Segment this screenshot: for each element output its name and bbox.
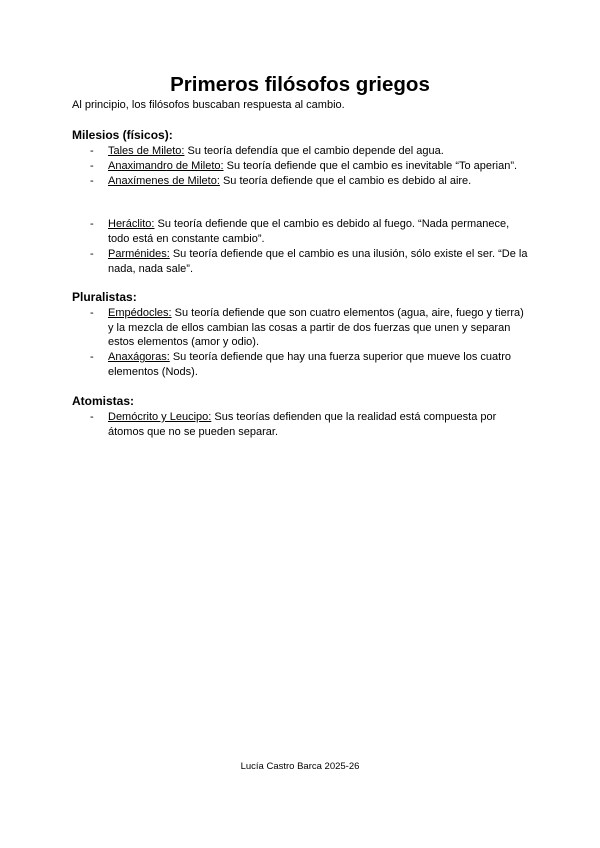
list-bullet: - xyxy=(90,218,94,230)
theory-text: Sus teorías defienden que la realidad está compuesta por átomos que no se pueden separar. xyxy=(108,411,497,438)
philosopher-name: Heráclito: xyxy=(108,218,155,230)
philosopher-name: Tales de Mileto: xyxy=(108,145,185,157)
philosopher-name: Anaxímenes de Mileto: xyxy=(108,175,220,187)
philosopher-name: Empédocles: xyxy=(108,307,172,319)
list-item-heraclito xyxy=(90,217,530,246)
theory-text: Su teoría defendía que el cambio depende del agua. xyxy=(184,145,444,157)
section-heading-milesios: Milesios (físicos): xyxy=(72,128,173,142)
list-item-democrito xyxy=(90,410,530,439)
list-item-anaximandro xyxy=(90,159,530,174)
section-heading-pluralistas: Pluralistas: xyxy=(72,290,137,304)
philosopher-name: Anaximandro de Mileto: xyxy=(108,160,224,172)
theory-text: Su teoría defiende que el cambio es debido al aire. xyxy=(219,175,472,187)
section-heading-atomistas: Atomistas: xyxy=(72,394,135,408)
list-bullet: - xyxy=(90,248,94,260)
theory-text: Su teoría defiende que el cambio es inevitable “To aperian”. xyxy=(223,160,518,172)
philosopher-name: Parménides: xyxy=(108,248,170,260)
list-bullet: - xyxy=(90,175,94,187)
list-bullet: - xyxy=(90,351,94,363)
theory-text: Su teoría defiende que el cambio es debido al fuego. “Nada permanece, todo está en constante cambio”. xyxy=(108,218,510,245)
footer-author: Lucía Castro Barca 2025-26 xyxy=(240,761,360,772)
theory-text: Su teoría defiende que hay una fuerza superior que mueve los cuatro elementos (Nods). xyxy=(108,351,511,378)
list-bullet: - xyxy=(90,307,94,319)
list-item-anaximenes xyxy=(90,174,530,189)
list-bullet: - xyxy=(90,411,94,423)
intro-text: Al principio, los filósofos buscaban respuesta al cambio. xyxy=(72,99,345,111)
philosopher-name: Anaxágoras: xyxy=(108,351,170,363)
list-item-parmenides xyxy=(90,247,530,276)
philosopher-name: Demócrito y Leucipo: xyxy=(108,411,212,423)
theory-text: Su teoría defiende que son cuatro elementos (agua, aire, fuego y tierra) y la mezcla de ellos cambian las cosas a partir de dos fuerzas que unen y separan estos elementos (amor y odio). xyxy=(108,307,524,349)
list-bullet: - xyxy=(90,160,94,172)
list-bullet: - xyxy=(90,145,94,157)
list-item-anaxagoras xyxy=(90,350,530,379)
list-item-empedocles xyxy=(90,306,530,350)
page-title: Primeros filósofos griegos xyxy=(170,73,430,96)
list-item-tales xyxy=(90,144,530,159)
theory-text: Su teoría defiende que el cambio es una ilusión, sólo existe el ser. “De la nada, nada sale”. xyxy=(108,248,528,275)
